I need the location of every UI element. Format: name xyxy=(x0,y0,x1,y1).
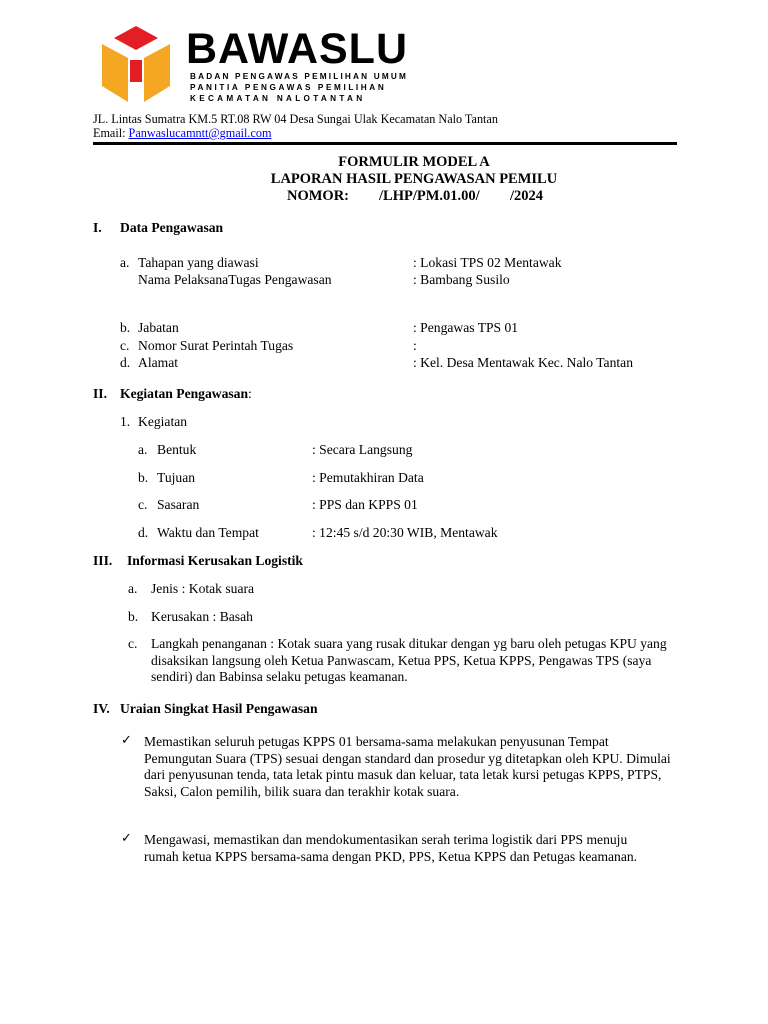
section-1-row-marker: a. xyxy=(120,255,130,270)
activity-marker: a. xyxy=(138,442,148,457)
section-1-row-label: Alamat xyxy=(138,355,179,370)
activity-marker: c. xyxy=(138,497,148,512)
section-1-heading: Data Pengawasan xyxy=(120,220,224,235)
email-label: Email: xyxy=(93,126,126,140)
logistics-item: Langkah penanganan : Kotak suara yang rusak ditukar dengan yg baru oleh petugas KPU yang disaksikan langsung oleh Ketua Panwascam, Ketua PPS, Ketua KPPS, Pengawas TPS (saya sendiri) dan Babinsa selaku petugas keamanan. xyxy=(151,636,667,684)
section-2-sub-heading: Kegiatan xyxy=(138,414,188,429)
activity-label: Tujuan xyxy=(157,470,196,485)
nomor-year: /2024 xyxy=(510,188,544,204)
letterhead-divider xyxy=(93,142,677,145)
logistics-marker: c. xyxy=(128,636,138,651)
section-1-row-value: : Kel. Desa Mentawak Kec. Nalo Tantan xyxy=(413,355,633,370)
report-title: LAPORAN HASIL PENGAWASAN PEMILU xyxy=(270,171,558,187)
section-1-row-label: Jabatan xyxy=(138,320,179,335)
brand-subtitle-3: KECAMATAN NALOTANTAN xyxy=(190,94,366,103)
section-3-heading: Informasi Kerusakan Logistik xyxy=(127,553,303,568)
form-title: FORMULIR MODEL A xyxy=(338,154,490,170)
section-4-number: IV. xyxy=(93,701,110,716)
section-2-heading: Kegiatan Pengawasan xyxy=(120,386,249,401)
logistics-marker: a. xyxy=(128,581,138,596)
section-1-row-label: Tahapan yang diawasi xyxy=(138,255,259,270)
section-3-number: III. xyxy=(93,553,113,568)
activity-marker: d. xyxy=(138,525,149,540)
section-4-heading: Uraian Singkat Hasil Pengawasan xyxy=(120,701,318,716)
section-2-number: II. xyxy=(93,386,107,401)
logistics-item: Kerusakan : Basah xyxy=(151,609,253,624)
activity-label: Bentuk xyxy=(157,442,197,457)
section-1-row-value: : xyxy=(413,338,417,353)
checkmark-icon: ✓ xyxy=(121,831,132,846)
letterhead-address: JL. Lintas Sumatra KM.5 RT.08 RW 04 Desa Sungai Ulak Kecamatan Nalo Tantan xyxy=(93,112,498,126)
activity-marker: b. xyxy=(138,470,149,485)
brand-subtitle-1: BADAN PENGAWAS PEMILIHAN UMUM xyxy=(190,72,408,81)
activity-label: Waktu dan Tempat xyxy=(157,525,259,540)
section-1-row-value: : Bambang Susilo xyxy=(413,272,510,287)
brand-subtitle-2: PANITIA PENGAWAS PEMILIHAN xyxy=(190,83,387,92)
nomor-label: NOMOR: xyxy=(287,188,350,204)
logistics-item: Jenis : Kotak suara xyxy=(151,581,255,596)
summary-item: Memastikan seluruh petugas KPPS 01 bersama-sama melakukan penyusunan Tempat Pemungutan Suara (TPS) sesuai dengan standard dan prosedur yg ditetapkan oleh KPU. Dimulai dari penyusunan tenda, tata letak pintu masuk dan keluar, tata letak kursi petugas KPPS, PTPS, Saksi, Calon pemilih, bilik suara dan terakhir kotak suara. xyxy=(144,734,671,799)
section-1-row-marker: d. xyxy=(120,355,131,370)
brand-name: BAWASLU xyxy=(186,25,408,73)
activity-value: : Secara Langsung xyxy=(312,442,413,457)
section-1-row-label: Nomor Surat Perintah Tugas xyxy=(138,338,294,353)
email-link[interactable]: Panwaslucamntt@gmail.com xyxy=(128,126,272,140)
checkmark-icon: ✓ xyxy=(121,733,132,748)
activity-value: : Pemutakhiran Data xyxy=(312,470,424,485)
activity-value: : 12:45 s/d 20:30 WIB, Mentawak xyxy=(312,525,498,540)
section-1-row-value: : Pengawas TPS 01 xyxy=(413,320,519,335)
section-2-heading-colon: : xyxy=(248,386,252,401)
section-2-sub-marker: 1. xyxy=(120,414,131,429)
section-1-number: I. xyxy=(93,220,102,235)
section-1-row-marker: c. xyxy=(120,338,130,353)
section-1-row-marker: b. xyxy=(120,320,131,335)
section-1-row-label: Nama PelaksanaTugas Pengawasan xyxy=(138,272,332,287)
activity-value: : PPS dan KPPS 01 xyxy=(312,497,418,512)
letterhead-email-row xyxy=(93,126,271,141)
activity-label: Sasaran xyxy=(157,497,200,512)
nomor-code: /LHP/PM.01.00/ xyxy=(379,188,480,204)
logistics-marker: b. xyxy=(128,609,139,624)
section-2-heading-row xyxy=(120,386,252,402)
section-1-row-value: : Lokasi TPS 02 Mentawak xyxy=(413,255,562,270)
summary-item: Mengawasi, memastikan dan mendokumentasikan serah terima logistik dari PPS menuju rumah ketua KPPS bersama-sama dengan PKD, PPS, Ketua KPPS dan Petugas keamanan. xyxy=(144,832,638,864)
bawaslu-logo-icon xyxy=(96,24,176,106)
